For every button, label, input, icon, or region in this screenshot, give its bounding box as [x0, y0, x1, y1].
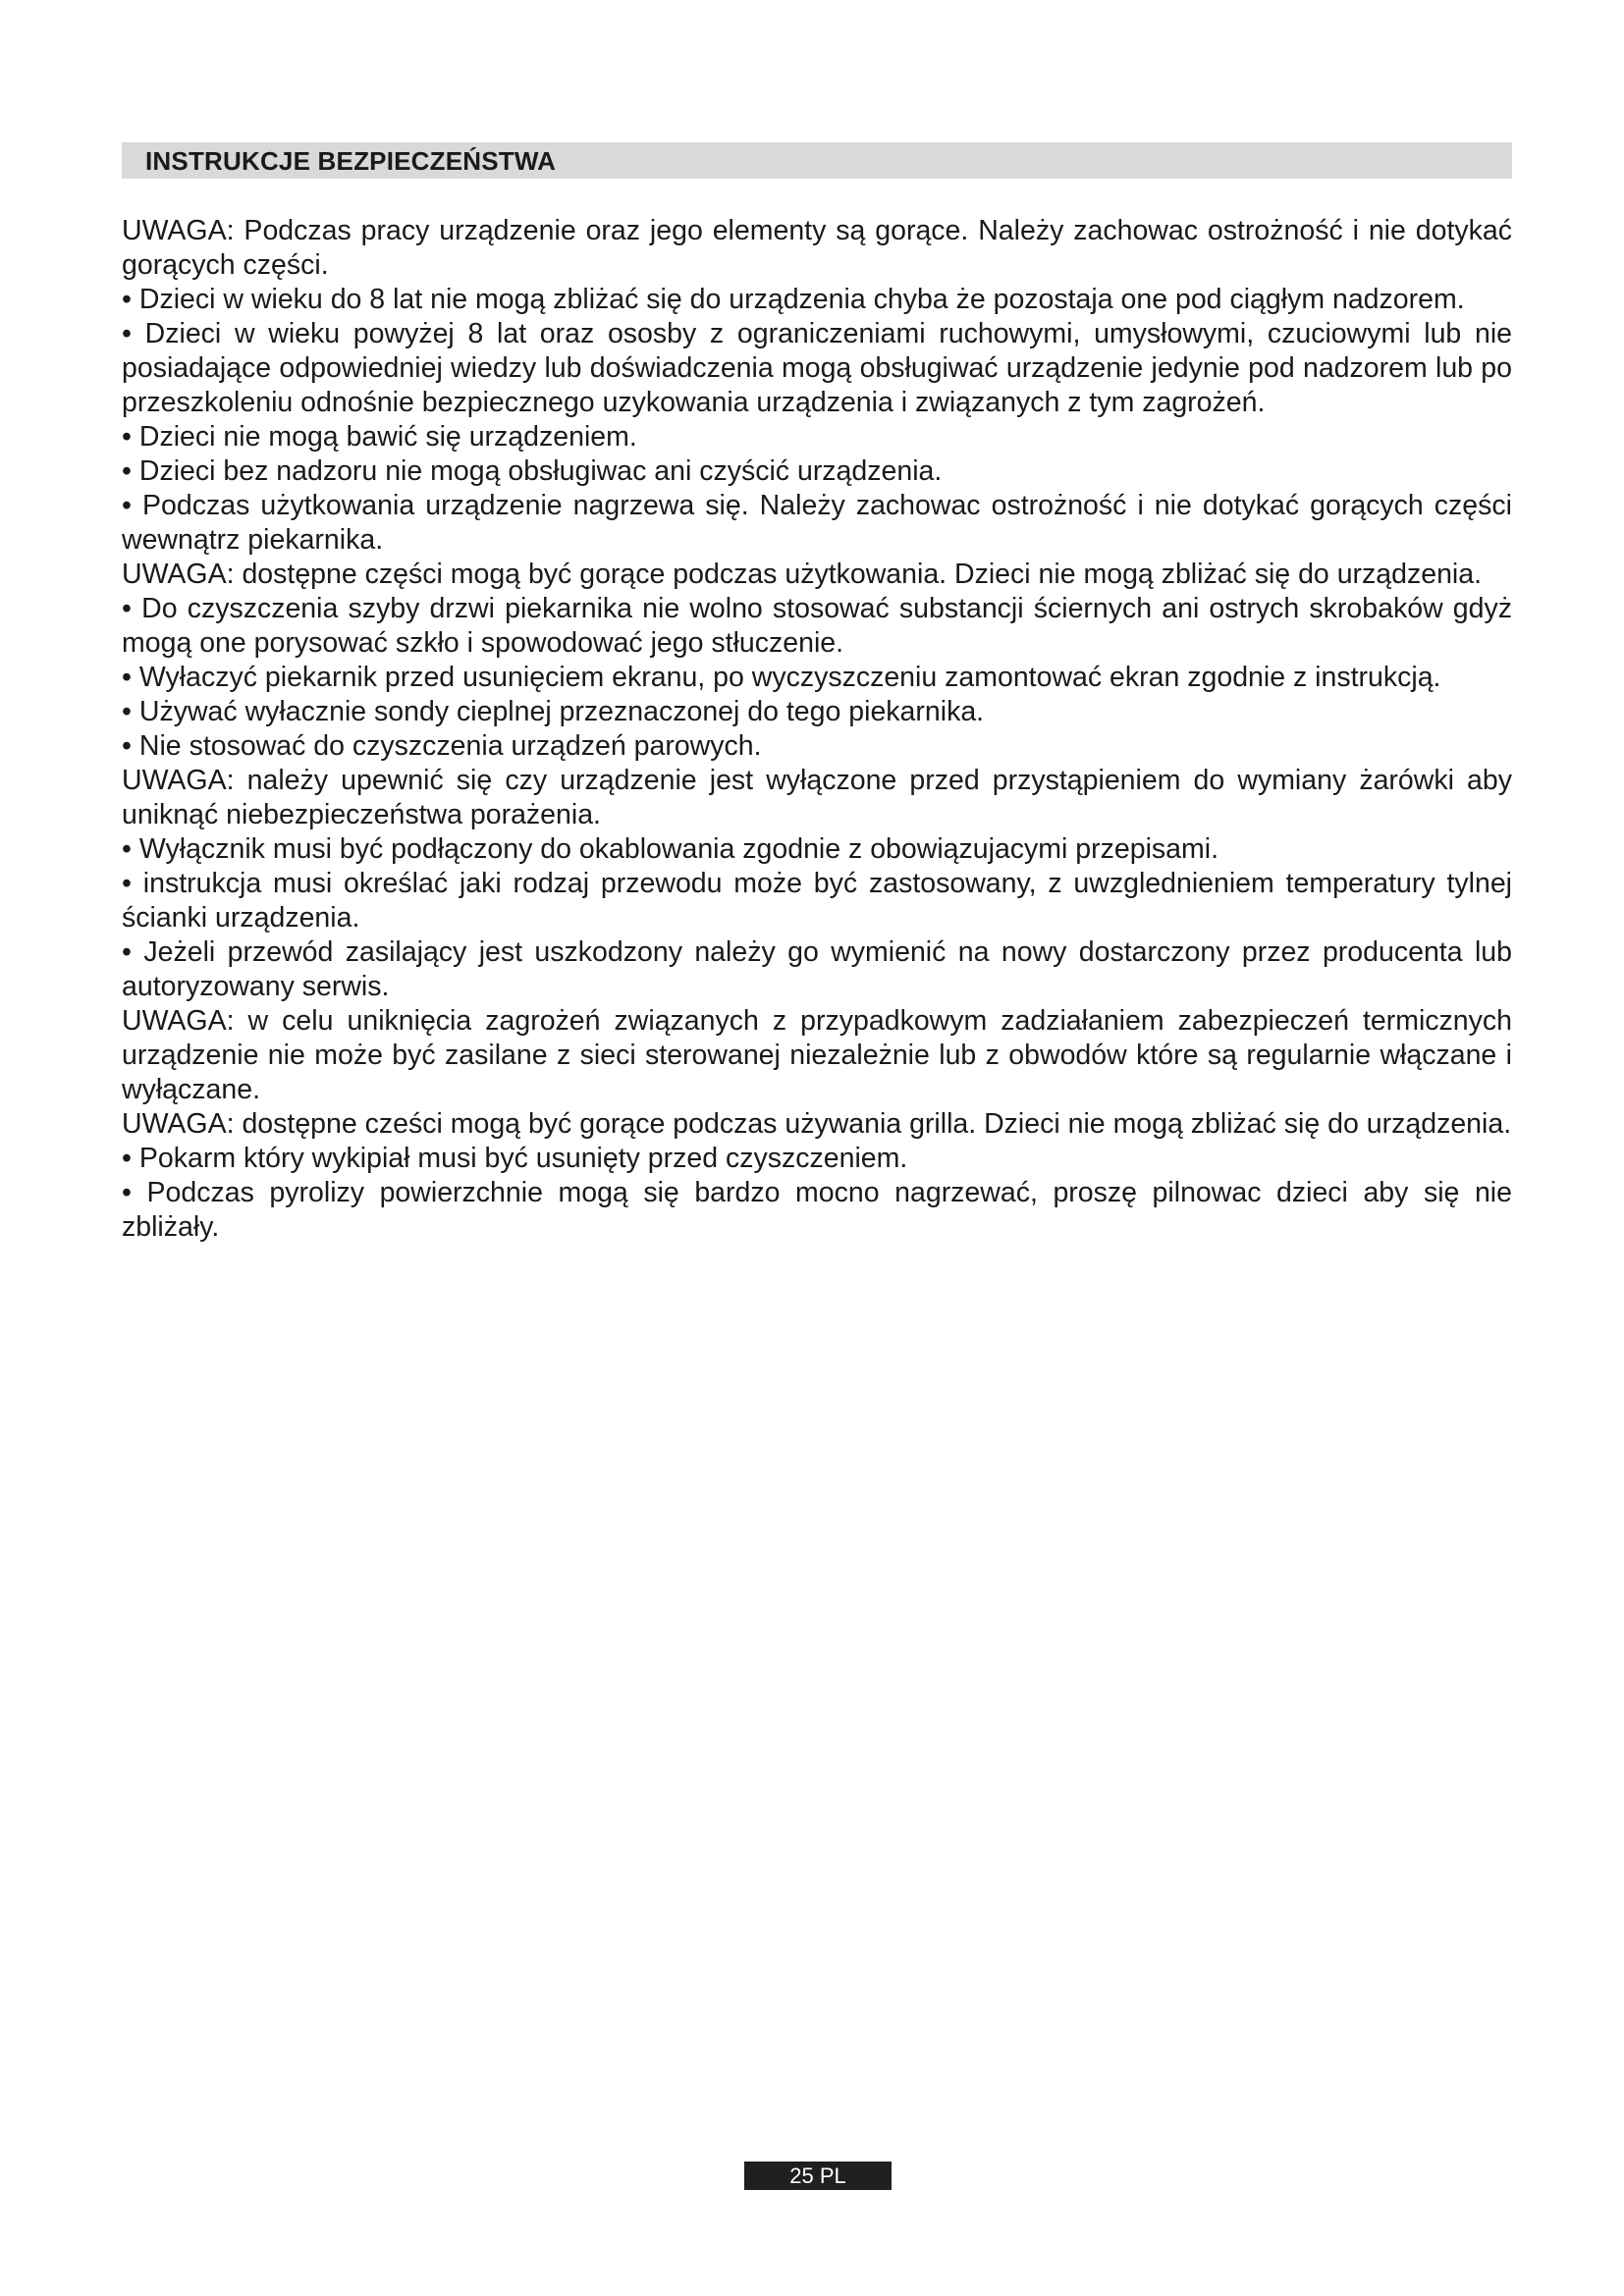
paragraph-door-glass-cleaning: • Do czyszczenia szyby drzwi piekarnika nie wolno stosować substancji ściernych ani ostrych skrobaków gdyż mogą one porysować szkło i spowodować jego stłuczenie.: [122, 593, 1512, 659]
paragraph-cable-type: • instrukcja musi określać jaki rodzaj przewodu może być zastosowany, z uwzglednieniem temperatury tylnej ścianki urządzenia.: [122, 868, 1512, 934]
safety-instructions-body: [122, 214, 1512, 1245]
paragraph-warning-hot-elements: UWAGA: Podczas pracy urządzenie oraz jego elementy są gorące. Należy zachowac ostrożność i nie dotykać gorących części.: [122, 215, 1512, 281]
paragraph-children-cleaning: • Dzieci bez nadzoru nie mogą obsługiwac ani czyścić urządzenia.: [122, 455, 943, 487]
paragraph-no-steam-cleaners: • Nie stosować do czyszczenia urządzeń parowych.: [122, 730, 762, 762]
paragraph-warning-grill: UWAGA: dostępne cześci mogą być gorące podczas używania grilla. Dzieci nie mogą zbliżać się do urządzenia.: [122, 1108, 1512, 1140]
paragraph-children-over-8: • Dzieci w wieku powyżej 8 lat oraz ososby z ograniczeniami ruchowymi, umysłowymi, czuciowymi lub nie posiadające odpowiedniej wiedzy lub doświadczenia mogą obsługiwać urządzenie jedynie pod nadzorem lub po przeszkoleniu odnośnie bezpiecznego uzykowania urządzenia i związanych z tym zagrożeń.: [122, 318, 1512, 418]
page-number-badge: 25 PL: [744, 2162, 892, 2190]
section-title: INSTRUKCJE BEZPIECZEŃSTWA: [145, 146, 557, 176]
paragraph-spillage-removal: • Pokarm który wykipiał musi być usunięty przed czyszczeniem.: [122, 1143, 908, 1174]
paragraph-temperature-probe: • Używać wyłacznie sondy cieplnej przeznaczonej do tego piekarnika.: [122, 696, 985, 727]
section-header-bar: [122, 142, 1512, 179]
paragraph-warning-thermal-cutout: UWAGA: w celu uniknięcia zagrożeń związanych z przypadkowym zadziałaniem zabezpieczeń termicznych urządzenie nie może być zasilane z sieci sterowanej niezależnie lub z obwodów które są regularnie włączane i wyłączane.: [122, 1005, 1512, 1105]
paragraph-pyrolysis: • Podczas pyrolizy powierzchnie mogą się bardzo mocno nagrzewać, proszę pilnowac dzieci aby się nie zbliżały.: [122, 1177, 1512, 1243]
paragraph-children-under-8: • Dzieci w wieku do 8 lat nie mogą zbliżać się do urządzenia chyba że pozostaja one pod ciągłym nadzorem.: [122, 284, 1465, 315]
paragraph-warning-accessible-parts: UWAGA: dostępne części mogą być gorące podczas użytkowania. Dzieci nie mogą zbliżać się do urządzenia.: [122, 559, 1483, 590]
paragraph-heating-during-use: • Podczas użytkowania urządzenie nagrzewa się. Należy zachowac ostrożność i nie dotykać gorących części wewnątrz piekarnika.: [122, 490, 1512, 556]
paragraph-children-play: • Dzieci nie mogą bawić się urządzeniem.: [122, 421, 637, 453]
paragraph-switch-wiring: • Wyłącznik musi być podłączony do okablowania zgodnie z obowiązujacymi przepisami.: [122, 833, 1218, 865]
paragraph-screen-removal: • Wyłaczyć piekarnik przed usunięciem ekranu, po wyczyszczeniu zamontować ekran zgodnie z instrukcją.: [122, 662, 1441, 693]
paragraph-warning-lamp-replacement: UWAGA: należy upewnić się czy urządzenie jest wyłączone przed przystąpieniem do wymiany żarówki aby uniknąć niebezpieczeństwa porażenia.: [122, 765, 1512, 830]
paragraph-damaged-cable: • Jeżeli przewód zasilający jest uszkodzony należy go wymienić na nowy dostarczony przez producenta lub autoryzowany serwis.: [122, 936, 1512, 1002]
